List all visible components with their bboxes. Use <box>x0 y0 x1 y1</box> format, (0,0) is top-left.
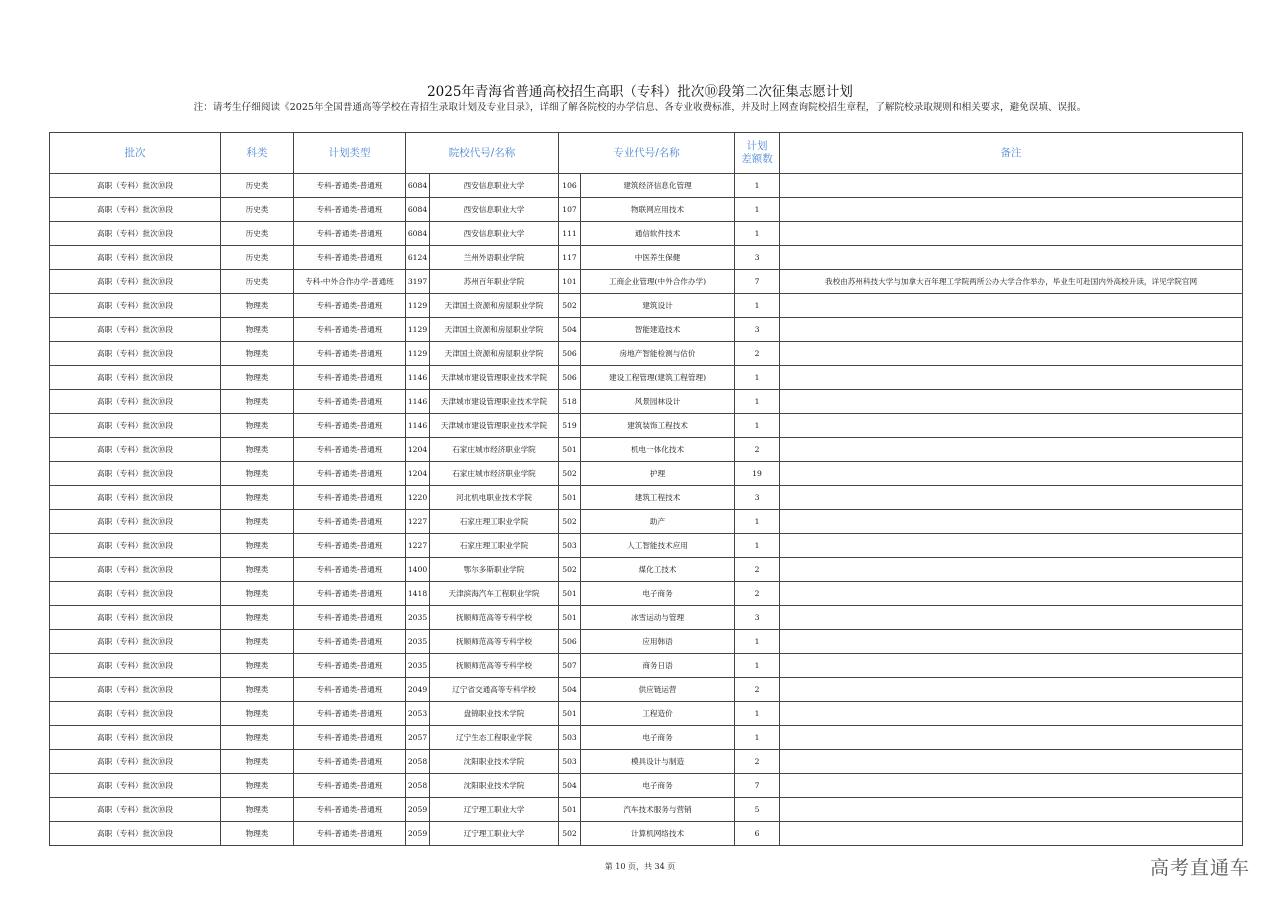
cell-plan-type: 专科-普通类-普通班 <box>294 486 406 510</box>
cell-school-code: 2035 <box>406 654 430 678</box>
cell-plan-type: 专科-普通类-普通班 <box>294 390 406 414</box>
plan-table <box>49 132 1243 846</box>
cell-major-name: 房地产智能检测与估价 <box>581 342 735 366</box>
header-school: 院校代号/名称 <box>406 133 559 174</box>
cell-school-name: 鄂尔多斯职业学院 <box>430 558 559 582</box>
cell-plan-type: 专科-普通类-普通班 <box>294 774 406 798</box>
cell-batch: 高职（专科）批次⑩段 <box>50 678 221 702</box>
table-row <box>50 438 1243 462</box>
cell-school-name: 抚顺师范高等专科学校 <box>430 654 559 678</box>
cell-batch: 高职（专科）批次⑩段 <box>50 198 221 222</box>
cell-quota: 1 <box>735 390 780 414</box>
cell-major-code: 519 <box>559 414 581 438</box>
cell-subject: 物理类 <box>221 390 294 414</box>
cell-school-code: 1129 <box>406 318 430 342</box>
cell-quota: 2 <box>735 342 780 366</box>
cell-remark <box>780 750 1243 774</box>
cell-plan-type: 专科-普通类-普通班 <box>294 510 406 534</box>
cell-major-name: 电子商务 <box>581 582 735 606</box>
cell-remark <box>780 486 1243 510</box>
cell-quota: 1 <box>735 534 780 558</box>
cell-plan-type: 专科-普通类-普通班 <box>294 462 406 486</box>
cell-major-name: 风景园林设计 <box>581 390 735 414</box>
cell-major-name: 护理 <box>581 462 735 486</box>
header-remark: 备注 <box>780 133 1243 174</box>
cell-plan-type: 专科-普通类-普通班 <box>294 174 406 198</box>
cell-remark <box>780 678 1243 702</box>
cell-subject: 物理类 <box>221 774 294 798</box>
cell-major-name: 中医养生保健 <box>581 246 735 270</box>
cell-school-name: 石家庄理工职业学院 <box>430 534 559 558</box>
cell-remark <box>780 726 1243 750</box>
cell-school-code: 2053 <box>406 702 430 726</box>
cell-batch: 高职（专科）批次⑩段 <box>50 534 221 558</box>
cell-quota: 1 <box>735 630 780 654</box>
cell-school-name: 苏州百年职业学院 <box>430 270 559 294</box>
cell-school-name: 辽宁省交通高等专科学校 <box>430 678 559 702</box>
cell-major-code: 117 <box>559 246 581 270</box>
cell-quota: 2 <box>735 750 780 774</box>
cell-batch: 高职（专科）批次⑩段 <box>50 750 221 774</box>
table-row <box>50 774 1243 798</box>
cell-batch: 高职（专科）批次⑩段 <box>50 822 221 846</box>
cell-school-code: 3197 <box>406 270 430 294</box>
table-row <box>50 390 1243 414</box>
cell-school-name: 沈阳职业技术学院 <box>430 774 559 798</box>
cell-major-name: 工商企业管理(中外合作办学) <box>581 270 735 294</box>
cell-major-name: 通信软件技术 <box>581 222 735 246</box>
cell-major-name: 商务日语 <box>581 654 735 678</box>
cell-batch: 高职（专科）批次⑩段 <box>50 702 221 726</box>
cell-subject: 物理类 <box>221 750 294 774</box>
header-quota <box>735 133 780 174</box>
cell-major-code: 501 <box>559 582 581 606</box>
cell-major-code: 503 <box>559 726 581 750</box>
cell-remark <box>780 318 1243 342</box>
cell-major-code: 107 <box>559 198 581 222</box>
cell-school-name: 辽宁理工职业大学 <box>430 822 559 846</box>
cell-major-code: 501 <box>559 438 581 462</box>
cell-subject: 物理类 <box>221 726 294 750</box>
cell-major-code: 506 <box>559 366 581 390</box>
table-row <box>50 318 1243 342</box>
table-row <box>50 222 1243 246</box>
cell-batch: 高职（专科）批次⑩段 <box>50 630 221 654</box>
table-row <box>50 654 1243 678</box>
cell-batch: 高职（专科）批次⑩段 <box>50 174 221 198</box>
cell-major-name: 煤化工技术 <box>581 558 735 582</box>
cell-school-code: 6124 <box>406 246 430 270</box>
cell-school-name: 石家庄城市经济职业学院 <box>430 438 559 462</box>
cell-remark <box>780 654 1243 678</box>
cell-major-name: 助产 <box>581 510 735 534</box>
header-quota-line1: 计划 <box>746 140 768 152</box>
cell-quota: 6 <box>735 822 780 846</box>
cell-subject: 物理类 <box>221 606 294 630</box>
cell-plan-type: 专科-普通类-普通班 <box>294 654 406 678</box>
cell-remark <box>780 390 1243 414</box>
cell-batch: 高职（专科）批次⑩段 <box>50 774 221 798</box>
cell-major-code: 101 <box>559 270 581 294</box>
cell-subject: 物理类 <box>221 558 294 582</box>
cell-school-name: 西安信息职业大学 <box>430 174 559 198</box>
cell-subject: 物理类 <box>221 630 294 654</box>
cell-quota: 3 <box>735 246 780 270</box>
cell-school-code: 2049 <box>406 678 430 702</box>
cell-subject: 物理类 <box>221 534 294 558</box>
cell-subject: 物理类 <box>221 654 294 678</box>
cell-major-name: 建筑装饰工程技术 <box>581 414 735 438</box>
cell-remark <box>780 630 1243 654</box>
cell-school-code: 6084 <box>406 174 430 198</box>
cell-major-code: 507 <box>559 654 581 678</box>
cell-remark: 我校由苏州科技大学与加拿大百年理工学院两所公办大学合作举办，毕业生可赴国内外高校升读，详见学院官网 <box>780 270 1243 294</box>
cell-quota: 1 <box>735 198 780 222</box>
table-row <box>50 630 1243 654</box>
cell-plan-type: 专科-普通类-普通班 <box>294 294 406 318</box>
cell-major-name: 建筑设计 <box>581 294 735 318</box>
cell-school-code: 1418 <box>406 582 430 606</box>
cell-plan-type: 专科-普通类-普通班 <box>294 246 406 270</box>
cell-school-code: 2059 <box>406 822 430 846</box>
table-row <box>50 342 1243 366</box>
cell-remark <box>780 366 1243 390</box>
cell-subject: 历史类 <box>221 270 294 294</box>
cell-subject: 历史类 <box>221 174 294 198</box>
cell-major-code: 518 <box>559 390 581 414</box>
cell-batch: 高职（专科）批次⑩段 <box>50 582 221 606</box>
cell-school-code: 2058 <box>406 750 430 774</box>
header-plan-type: 计划类型 <box>294 133 406 174</box>
cell-remark <box>780 342 1243 366</box>
cell-quota: 1 <box>735 726 780 750</box>
cell-quota: 5 <box>735 798 780 822</box>
cell-major-code: 502 <box>559 462 581 486</box>
cell-major-name: 电子商务 <box>581 774 735 798</box>
cell-quota: 7 <box>735 270 780 294</box>
cell-batch: 高职（专科）批次⑩段 <box>50 318 221 342</box>
cell-plan-type: 专科-普通类-普通班 <box>294 630 406 654</box>
cell-quota: 3 <box>735 486 780 510</box>
cell-quota: 1 <box>735 366 780 390</box>
cell-plan-type: 专科-普通类-普通班 <box>294 750 406 774</box>
header-subject: 科类 <box>221 133 294 174</box>
page-title: 2025年青海省普通高校招生高职（专科）批次⑩段第二次征集志愿计划 <box>427 84 853 100</box>
cell-school-name: 天津国土资源和房屋职业学院 <box>430 318 559 342</box>
cell-school-code: 1146 <box>406 366 430 390</box>
cell-school-code: 1129 <box>406 342 430 366</box>
cell-school-code: 1220 <box>406 486 430 510</box>
cell-school-name: 沈阳职业技术学院 <box>430 750 559 774</box>
cell-batch: 高职（专科）批次⑩段 <box>50 654 221 678</box>
cell-school-name: 河北机电职业技术学院 <box>430 486 559 510</box>
table-row <box>50 414 1243 438</box>
cell-school-name: 西安信息职业大学 <box>430 198 559 222</box>
cell-remark <box>780 438 1243 462</box>
cell-batch: 高职（专科）批次⑩段 <box>50 798 221 822</box>
cell-subject: 物理类 <box>221 510 294 534</box>
cell-remark <box>780 822 1243 846</box>
cell-quota: 7 <box>735 774 780 798</box>
cell-batch: 高职（专科）批次⑩段 <box>50 462 221 486</box>
cell-plan-type: 专科-普通类-普通班 <box>294 414 406 438</box>
cell-school-name: 抚顺师范高等专科学校 <box>430 630 559 654</box>
cell-school-code: 1146 <box>406 390 430 414</box>
cell-major-code: 501 <box>559 486 581 510</box>
cell-subject: 物理类 <box>221 318 294 342</box>
cell-remark <box>780 582 1243 606</box>
cell-remark <box>780 606 1243 630</box>
cell-plan-type: 专科-普通类-普通班 <box>294 582 406 606</box>
cell-major-code: 502 <box>559 510 581 534</box>
cell-plan-type: 专科-普通类-普通班 <box>294 678 406 702</box>
cell-school-code: 1146 <box>406 414 430 438</box>
cell-major-name: 计算机网络技术 <box>581 822 735 846</box>
cell-quota: 2 <box>735 678 780 702</box>
cell-plan-type: 专科-普通类-普通班 <box>294 558 406 582</box>
cell-school-code: 1129 <box>406 294 430 318</box>
cell-remark <box>780 246 1243 270</box>
cell-school-code: 2035 <box>406 630 430 654</box>
cell-batch: 高职（专科）批次⑩段 <box>50 486 221 510</box>
cell-major-name: 机电一体化技术 <box>581 438 735 462</box>
cell-school-code: 2059 <box>406 798 430 822</box>
table-row <box>50 798 1243 822</box>
cell-major-name: 电子商务 <box>581 726 735 750</box>
table-row <box>50 174 1243 198</box>
table-row <box>50 366 1243 390</box>
table-row <box>50 702 1243 726</box>
table-row <box>50 558 1243 582</box>
watermark-logo: 高考直通车 <box>1149 857 1250 879</box>
cell-major-code: 504 <box>559 678 581 702</box>
table-row <box>50 270 1243 294</box>
table-row <box>50 678 1243 702</box>
cell-batch: 高职（专科）批次⑩段 <box>50 390 221 414</box>
cell-school-code: 1204 <box>406 438 430 462</box>
cell-school-code: 1227 <box>406 510 430 534</box>
table-row <box>50 606 1243 630</box>
cell-major-code: 501 <box>559 798 581 822</box>
cell-school-name: 石家庄理工职业学院 <box>430 510 559 534</box>
cell-subject: 物理类 <box>221 798 294 822</box>
cell-major-name: 应用韩语 <box>581 630 735 654</box>
cell-plan-type: 专科-普通类-普通班 <box>294 438 406 462</box>
cell-quota: 1 <box>735 414 780 438</box>
cell-major-name: 物联网应用技术 <box>581 198 735 222</box>
table-row <box>50 822 1243 846</box>
cell-school-name: 天津城市建设管理职业技术学院 <box>430 390 559 414</box>
cell-quota: 1 <box>735 294 780 318</box>
cell-major-name: 汽车技术服务与营销 <box>581 798 735 822</box>
cell-subject: 物理类 <box>221 294 294 318</box>
cell-remark <box>780 198 1243 222</box>
cell-school-name: 天津城市建设管理职业技术学院 <box>430 414 559 438</box>
cell-plan-type: 专科-中外合作办学-普通班 <box>294 270 406 294</box>
cell-subject: 历史类 <box>221 222 294 246</box>
cell-batch: 高职（专科）批次⑩段 <box>50 558 221 582</box>
cell-major-code: 106 <box>559 174 581 198</box>
table-body <box>50 174 1243 846</box>
cell-major-code: 502 <box>559 294 581 318</box>
page-footer: 第 10 页，共 34 页 <box>604 862 676 871</box>
cell-batch: 高职（专科）批次⑩段 <box>50 294 221 318</box>
cell-school-name: 西安信息职业大学 <box>430 222 559 246</box>
cell-batch: 高职（专科）批次⑩段 <box>50 606 221 630</box>
cell-plan-type: 专科-普通类-普通班 <box>294 726 406 750</box>
cell-subject: 物理类 <box>221 342 294 366</box>
cell-plan-type: 专科-普通类-普通班 <box>294 798 406 822</box>
header-quota-line2: 差额数 <box>741 153 773 165</box>
cell-subject: 历史类 <box>221 246 294 270</box>
cell-subject: 物理类 <box>221 678 294 702</box>
cell-batch: 高职（专科）批次⑩段 <box>50 270 221 294</box>
cell-quota: 3 <box>735 318 780 342</box>
cell-school-name: 盘锦职业技术学院 <box>430 702 559 726</box>
cell-major-name: 智能建造技术 <box>581 318 735 342</box>
cell-quota: 2 <box>735 558 780 582</box>
cell-quota: 1 <box>735 702 780 726</box>
cell-subject: 物理类 <box>221 582 294 606</box>
cell-school-name: 天津滨海汽车工程职业学院 <box>430 582 559 606</box>
cell-school-name: 天津国土资源和房屋职业学院 <box>430 342 559 366</box>
cell-school-code: 1400 <box>406 558 430 582</box>
cell-subject: 物理类 <box>221 366 294 390</box>
cell-major-name: 建筑工程技术 <box>581 486 735 510</box>
cell-remark <box>780 534 1243 558</box>
cell-plan-type: 专科-普通类-普通班 <box>294 222 406 246</box>
cell-school-code: 1227 <box>406 534 430 558</box>
cell-school-code: 6084 <box>406 222 430 246</box>
cell-school-code: 2035 <box>406 606 430 630</box>
table-row <box>50 534 1243 558</box>
cell-remark <box>780 558 1243 582</box>
cell-remark <box>780 294 1243 318</box>
cell-batch: 高职（专科）批次⑩段 <box>50 438 221 462</box>
cell-batch: 高职（专科）批次⑩段 <box>50 342 221 366</box>
cell-school-code: 2058 <box>406 774 430 798</box>
header-batch: 批次 <box>50 133 221 174</box>
cell-major-name: 工程造价 <box>581 702 735 726</box>
cell-remark <box>780 510 1243 534</box>
cell-major-code: 506 <box>559 630 581 654</box>
cell-batch: 高职（专科）批次⑩段 <box>50 414 221 438</box>
cell-batch: 高职（专科）批次⑩段 <box>50 510 221 534</box>
table-row <box>50 294 1243 318</box>
cell-school-name: 兰州外语职业学院 <box>430 246 559 270</box>
cell-major-name: 冰雪运动与管理 <box>581 606 735 630</box>
cell-plan-type: 专科-普通类-普通班 <box>294 822 406 846</box>
table-row <box>50 510 1243 534</box>
cell-major-code: 111 <box>559 222 581 246</box>
cell-batch: 高职（专科）批次⑩段 <box>50 366 221 390</box>
cell-major-name: 人工智能技术应用 <box>581 534 735 558</box>
cell-subject: 物理类 <box>221 462 294 486</box>
cell-major-code: 506 <box>559 342 581 366</box>
header-major: 专业代号/名称 <box>559 133 735 174</box>
cell-plan-type: 专科-普通类-普通班 <box>294 318 406 342</box>
cell-subject: 物理类 <box>221 438 294 462</box>
cell-subject: 物理类 <box>221 486 294 510</box>
cell-plan-type: 专科-普通类-普通班 <box>294 342 406 366</box>
cell-remark <box>780 222 1243 246</box>
table-row <box>50 198 1243 222</box>
cell-major-code: 503 <box>559 750 581 774</box>
cell-major-code: 501 <box>559 702 581 726</box>
cell-school-name: 抚顺师范高等专科学校 <box>430 606 559 630</box>
cell-plan-type: 专科-普通类-普通班 <box>294 702 406 726</box>
cell-school-name: 辽宁理工职业大学 <box>430 798 559 822</box>
cell-remark <box>780 414 1243 438</box>
cell-remark <box>780 462 1243 486</box>
cell-quota: 19 <box>735 462 780 486</box>
cell-school-name: 天津国土资源和房屋职业学院 <box>430 294 559 318</box>
cell-plan-type: 专科-普通类-普通班 <box>294 198 406 222</box>
cell-school-name: 辽宁生态工程职业学院 <box>430 726 559 750</box>
table-row <box>50 462 1243 486</box>
table-header-row <box>50 133 1243 174</box>
cell-batch: 高职（专科）批次⑩段 <box>50 246 221 270</box>
cell-major-code: 501 <box>559 606 581 630</box>
table-row <box>50 726 1243 750</box>
cell-subject: 物理类 <box>221 822 294 846</box>
table-row <box>50 582 1243 606</box>
cell-quota: 1 <box>735 654 780 678</box>
table-row <box>50 750 1243 774</box>
cell-quota: 2 <box>735 438 780 462</box>
cell-plan-type: 专科-普通类-普通班 <box>294 366 406 390</box>
cell-major-code: 504 <box>559 318 581 342</box>
cell-subject: 物理类 <box>221 702 294 726</box>
table-row <box>50 486 1243 510</box>
cell-major-code: 502 <box>559 558 581 582</box>
cell-major-code: 503 <box>559 534 581 558</box>
instruction-note: 注：请考生仔细阅读《2025年全国普通高等学校在青招生录取计划及专业目录》，详细了解各院校的办学信息、各专业收费标准，并及时上网查询院校招生章程，了解院校录取规则和相关要求，避免误填、误报。 <box>193 102 1087 113</box>
cell-quota: 1 <box>735 510 780 534</box>
cell-batch: 高职（专科）批次⑩段 <box>50 222 221 246</box>
cell-school-name: 天津城市建设管理职业技术学院 <box>430 366 559 390</box>
cell-quota: 1 <box>735 222 780 246</box>
cell-major-name: 建设工程管理(建筑工程管理) <box>581 366 735 390</box>
cell-quota: 3 <box>735 606 780 630</box>
cell-school-code: 2057 <box>406 726 430 750</box>
cell-subject: 历史类 <box>221 198 294 222</box>
cell-subject: 物理类 <box>221 414 294 438</box>
cell-major-code: 502 <box>559 822 581 846</box>
cell-school-code: 1204 <box>406 462 430 486</box>
cell-major-name: 模具设计与制造 <box>581 750 735 774</box>
cell-major-name: 建筑经济信息化管理 <box>581 174 735 198</box>
cell-quota: 1 <box>735 174 780 198</box>
cell-remark <box>780 174 1243 198</box>
cell-quota: 2 <box>735 582 780 606</box>
table-row <box>50 246 1243 270</box>
cell-school-name: 石家庄城市经济职业学院 <box>430 462 559 486</box>
cell-remark <box>780 798 1243 822</box>
cell-major-code: 504 <box>559 774 581 798</box>
cell-remark <box>780 702 1243 726</box>
cell-plan-type: 专科-普通类-普通班 <box>294 534 406 558</box>
cell-school-code: 6084 <box>406 198 430 222</box>
cell-plan-type: 专科-普通类-普通班 <box>294 606 406 630</box>
cell-remark <box>780 774 1243 798</box>
cell-batch: 高职（专科）批次⑩段 <box>50 726 221 750</box>
cell-major-name: 供应链运营 <box>581 678 735 702</box>
